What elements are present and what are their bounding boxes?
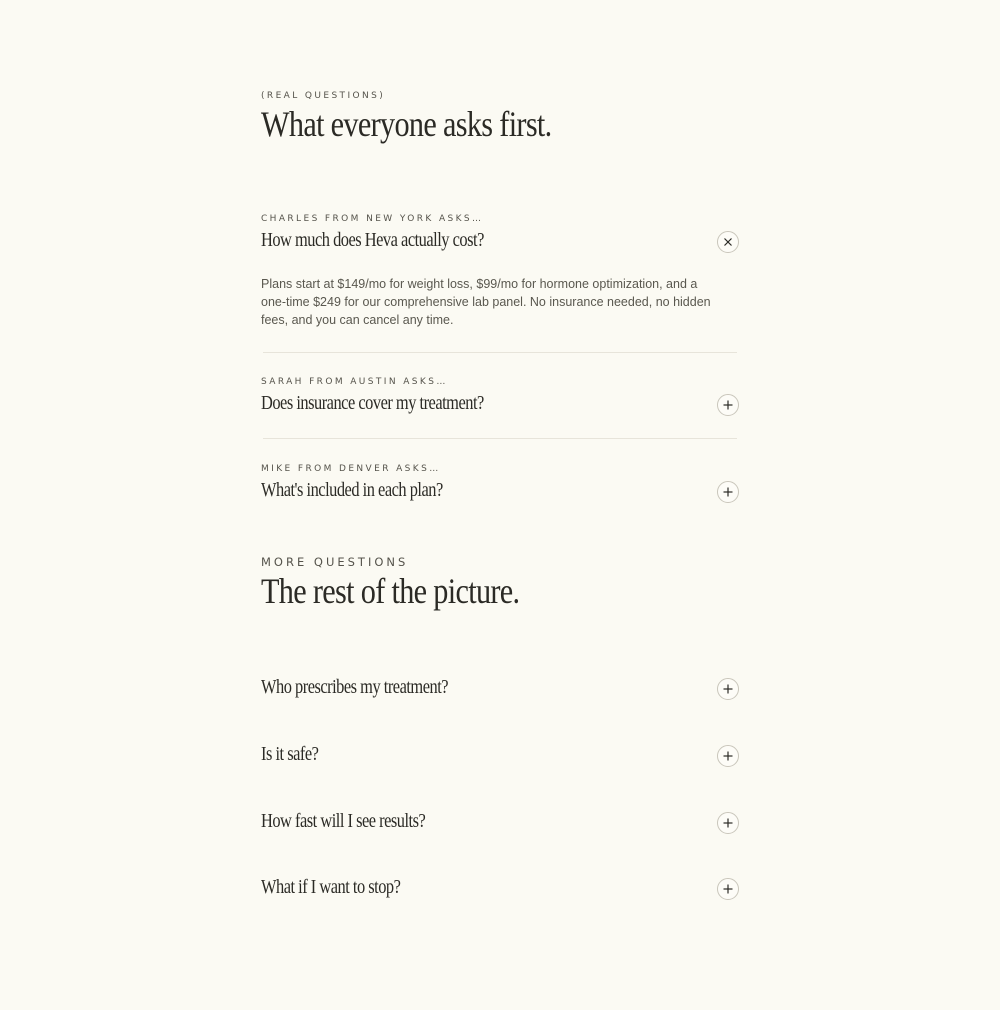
plus-icon	[723, 751, 733, 761]
asker-label: SARAH FROM AUSTIN ASKS…	[261, 377, 448, 387]
expand-button[interactable]	[717, 678, 739, 700]
plus-icon	[723, 487, 733, 497]
expand-button[interactable]	[717, 745, 739, 767]
collapse-button[interactable]	[717, 231, 739, 253]
faq-question[interactable]: Is it safe?	[261, 743, 319, 765]
section-heading: What everyone asks first.	[261, 104, 552, 144]
plus-icon	[723, 884, 733, 894]
plus-icon	[723, 400, 733, 410]
plus-icon	[723, 684, 733, 694]
faq-question[interactable]: Who prescribes my treatment?	[261, 676, 449, 698]
expand-button[interactable]	[717, 812, 739, 834]
section-eyebrow: (REAL QUESTIONS)	[261, 91, 386, 101]
faq-question[interactable]: What's included in each plan?	[261, 479, 443, 501]
asker-label: CHARLES FROM NEW YORK ASKS…	[261, 214, 484, 224]
faq-answer: Plans start at $149/mo for weight loss, $99/mo for hormone optimization, and a one-time $249 for our comprehensive lab panel. No insurance needed, no hidden fees, and you can cancel any time.	[261, 277, 711, 327]
section-heading: The rest of the picture.	[261, 571, 520, 611]
plus-icon	[723, 818, 733, 828]
expand-button[interactable]	[717, 481, 739, 503]
expand-button[interactable]	[717, 878, 739, 900]
divider	[263, 352, 737, 353]
faq-question[interactable]: How fast will I see results?	[261, 810, 426, 832]
section-eyebrow: MORE QUESTIONS	[261, 555, 409, 569]
close-icon	[723, 237, 733, 247]
faq-question[interactable]: What if I want to stop?	[261, 876, 401, 898]
asker-label: MIKE FROM DENVER ASKS…	[261, 464, 441, 474]
divider	[263, 438, 737, 439]
expand-button[interactable]	[717, 394, 739, 416]
faq-question[interactable]: How much does Heva actually cost?	[261, 229, 484, 251]
faq-question[interactable]: Does insurance cover my treatment?	[261, 392, 484, 414]
